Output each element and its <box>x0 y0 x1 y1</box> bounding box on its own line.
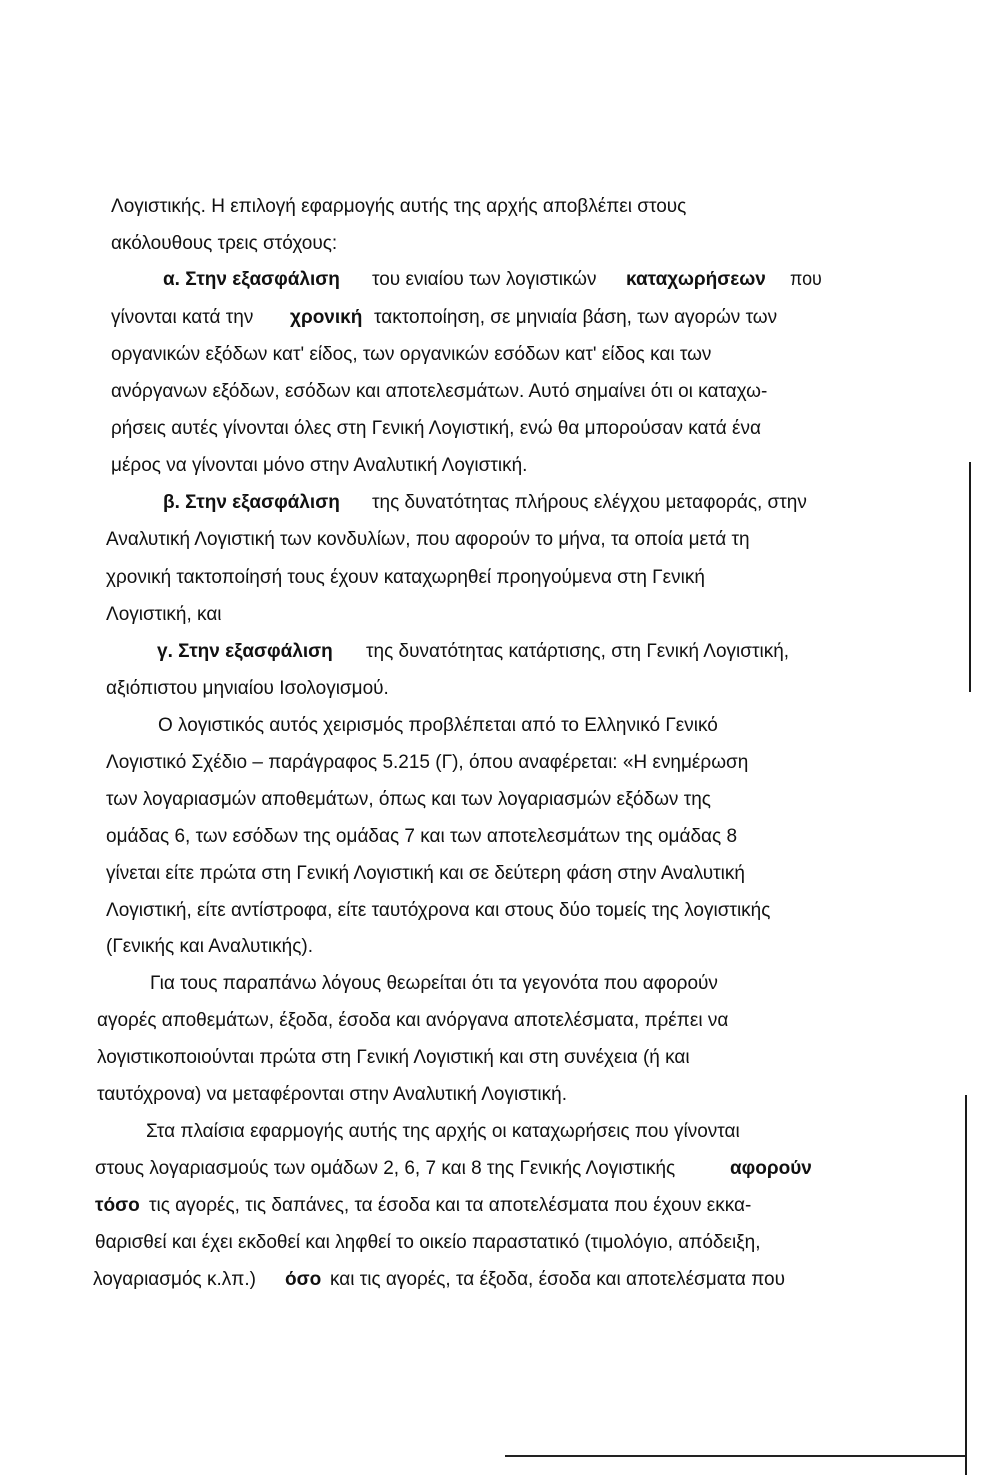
item-b-marker: β. Στην εξασφάλιση <box>163 492 340 513</box>
treatment-line-1 <box>0 708 994 744</box>
text-run: των λογαριασμών αποθεμάτων, όπως και των λογαριασμών εξόδων της <box>106 789 711 810</box>
item-b-line-4 <box>0 597 994 633</box>
item-b-line-2 <box>0 522 994 558</box>
treatment-line-4 <box>0 819 994 855</box>
intro-line-1 <box>0 189 994 225</box>
framework-line-5 <box>0 1262 994 1298</box>
text-run: οργανικών εξόδων κατ' είδος, των οργανικών εσόδων κατ' είδος και των <box>111 344 712 365</box>
text-run: που <box>790 269 822 290</box>
text-run: αξιόπιστου μηνιαίου Ισολογισμού. <box>106 678 389 699</box>
framework-line-4 <box>0 1225 994 1261</box>
bold-term: αφορούν <box>730 1158 812 1179</box>
item-a-line-5 <box>0 411 994 447</box>
text-run: ομάδας 6, των εσόδων της ομάδας 7 και των αποτελεσμάτων της ομάδας 8 <box>106 826 738 847</box>
scan-edge-shadow <box>965 1095 967 1475</box>
text-run: Λογιστικό Σχέδιο – παράγραφος 5.215 (Γ), όπου αναφέρεται: «Η ενημέρωση <box>106 752 749 773</box>
item-a-line-4 <box>0 374 994 410</box>
treatment-line-2 <box>0 745 994 781</box>
text-run: του ενιαίου των λογιστικών <box>372 269 597 290</box>
treatment-line-7 <box>0 929 994 965</box>
text-run: Αναλυτική Λογιστική των κονδυλίων, που αφορούν το μήνα, τα οποία μετά τη <box>106 529 750 550</box>
framework-line-1 <box>0 1114 994 1150</box>
text-run: και τις αγορές, τα έξοδα, έσοδα και αποτελέσματα που <box>330 1269 785 1290</box>
text-run: γίνονται κατά την <box>111 307 254 328</box>
text-run: της δυνατότητας κατάρτισης, στη Γενική Λογιστική, <box>366 641 790 662</box>
framework-line-3 <box>0 1188 994 1224</box>
text-run: Λογιστική, είτε αντίστροφα, είτε ταυτόχρονα και στους δύο τομείς της λογιστικής <box>106 900 771 921</box>
reasons-line-1 <box>0 966 994 1002</box>
item-a-line-6 <box>0 448 994 484</box>
treatment-line-6 <box>0 893 994 929</box>
bold-term: καταχωρήσεων <box>626 269 766 290</box>
text-run: (Γενικής και Αναλυτικής). <box>106 936 313 957</box>
bold-term: χρονική <box>290 307 363 328</box>
text-run: ανόργανων εξόδων, εσόδων και αποτελεσμάτων. Αυτό σημαίνει ότι οι καταχω- <box>111 381 768 402</box>
framework-line-2 <box>0 1151 994 1187</box>
text-run: χρονική τακτοποίησή τους έχουν καταχωρηθεί προηγούμενα στη Γενική <box>106 567 705 588</box>
text-run: τακτοποίηση, σε μηνιαία βάση, των αγορών των <box>374 307 778 328</box>
scan-bottom-line <box>505 1455 965 1457</box>
text-run: λογιστικοποιούνται πρώτα στη Γενική Λογιστική και στη συνέχεια (ή και <box>97 1047 690 1068</box>
item-a-line-3 <box>0 337 994 373</box>
text-run: Για τους παραπάνω λόγους θεωρείται ότι τα γεγονότα που αφορούν <box>150 973 718 994</box>
item-a-line-2 <box>0 300 994 336</box>
reasons-line-4 <box>0 1077 994 1113</box>
text-run: τις αγορές, τις δαπάνες, τα έσοδα και τα αποτελέσματα που έχουν εκκα- <box>149 1195 752 1216</box>
item-b-line-1 <box>0 485 994 521</box>
intro-line-2 <box>0 226 994 262</box>
item-a-marker: α. Στην εξασφάλιση <box>163 269 340 290</box>
text-run: μέρος να γίνονται μόνο στην Αναλυτική Λογιστική. <box>111 455 528 476</box>
text-run: Στα πλαίσια εφαρμογής αυτής της αρχής οι καταχωρήσεις που γίνονται <box>146 1121 740 1142</box>
text-run: Λογιστική, και <box>106 604 222 625</box>
text-run: Ο λογιστικός αυτός χειρισμός προβλέπεται από το Ελληνικό Γενικό <box>158 715 718 736</box>
text-run: ακόλουθους τρεις στόχους: <box>111 233 338 254</box>
item-c-line-2 <box>0 671 994 707</box>
item-c-line-1 <box>0 634 994 670</box>
text-run: Λογιστικής. Η επιλογή εφαρμογής αυτής της αρχής αποβλέπει στους <box>111 196 687 217</box>
text-run: γίνεται είτε πρώτα στη Γενική Λογιστική και σε δεύτερη φάση στην Αναλυτική <box>106 863 745 884</box>
bold-term: όσο <box>285 1269 322 1290</box>
bold-term: τόσο <box>95 1195 140 1216</box>
text-run: λογαριασμός κ.λπ.) <box>93 1269 256 1290</box>
text-run: της δυνατότητας πλήρους ελέγχου μεταφοράς, στην <box>372 492 807 513</box>
text-run: ταυτόχρονα) να μεταφέρονται στην Αναλυτική Λογιστική. <box>97 1084 567 1105</box>
text-run: ρήσεις αυτές γίνονται όλες στη Γενική Λογιστική, ενώ θα μπορούσαν κατά ένα <box>111 418 761 439</box>
reasons-line-3 <box>0 1040 994 1076</box>
item-b-line-3 <box>0 560 994 596</box>
text-run: θαρισθεί και έχει εκδοθεί και ληφθεί το οικείο παραστατικό (τιμολόγιο, απόδειξη, <box>95 1232 761 1253</box>
text-run: στους λογαριασμούς των ομάδων 2, 6, 7 και 8 της Γενικής Λογιστικής <box>95 1158 676 1179</box>
text-run: αγορές αποθεμάτων, έξοδα, έσοδα και ανόργανα αποτελέσματα, πρέπει να <box>97 1010 729 1031</box>
scan-edge-shadow <box>969 462 971 692</box>
item-c-marker: γ. Στην εξασφάλιση <box>157 641 333 662</box>
treatment-line-5 <box>0 856 994 892</box>
treatment-line-3 <box>0 782 994 818</box>
item-a-line-1 <box>0 262 994 298</box>
reasons-line-2 <box>0 1003 994 1039</box>
